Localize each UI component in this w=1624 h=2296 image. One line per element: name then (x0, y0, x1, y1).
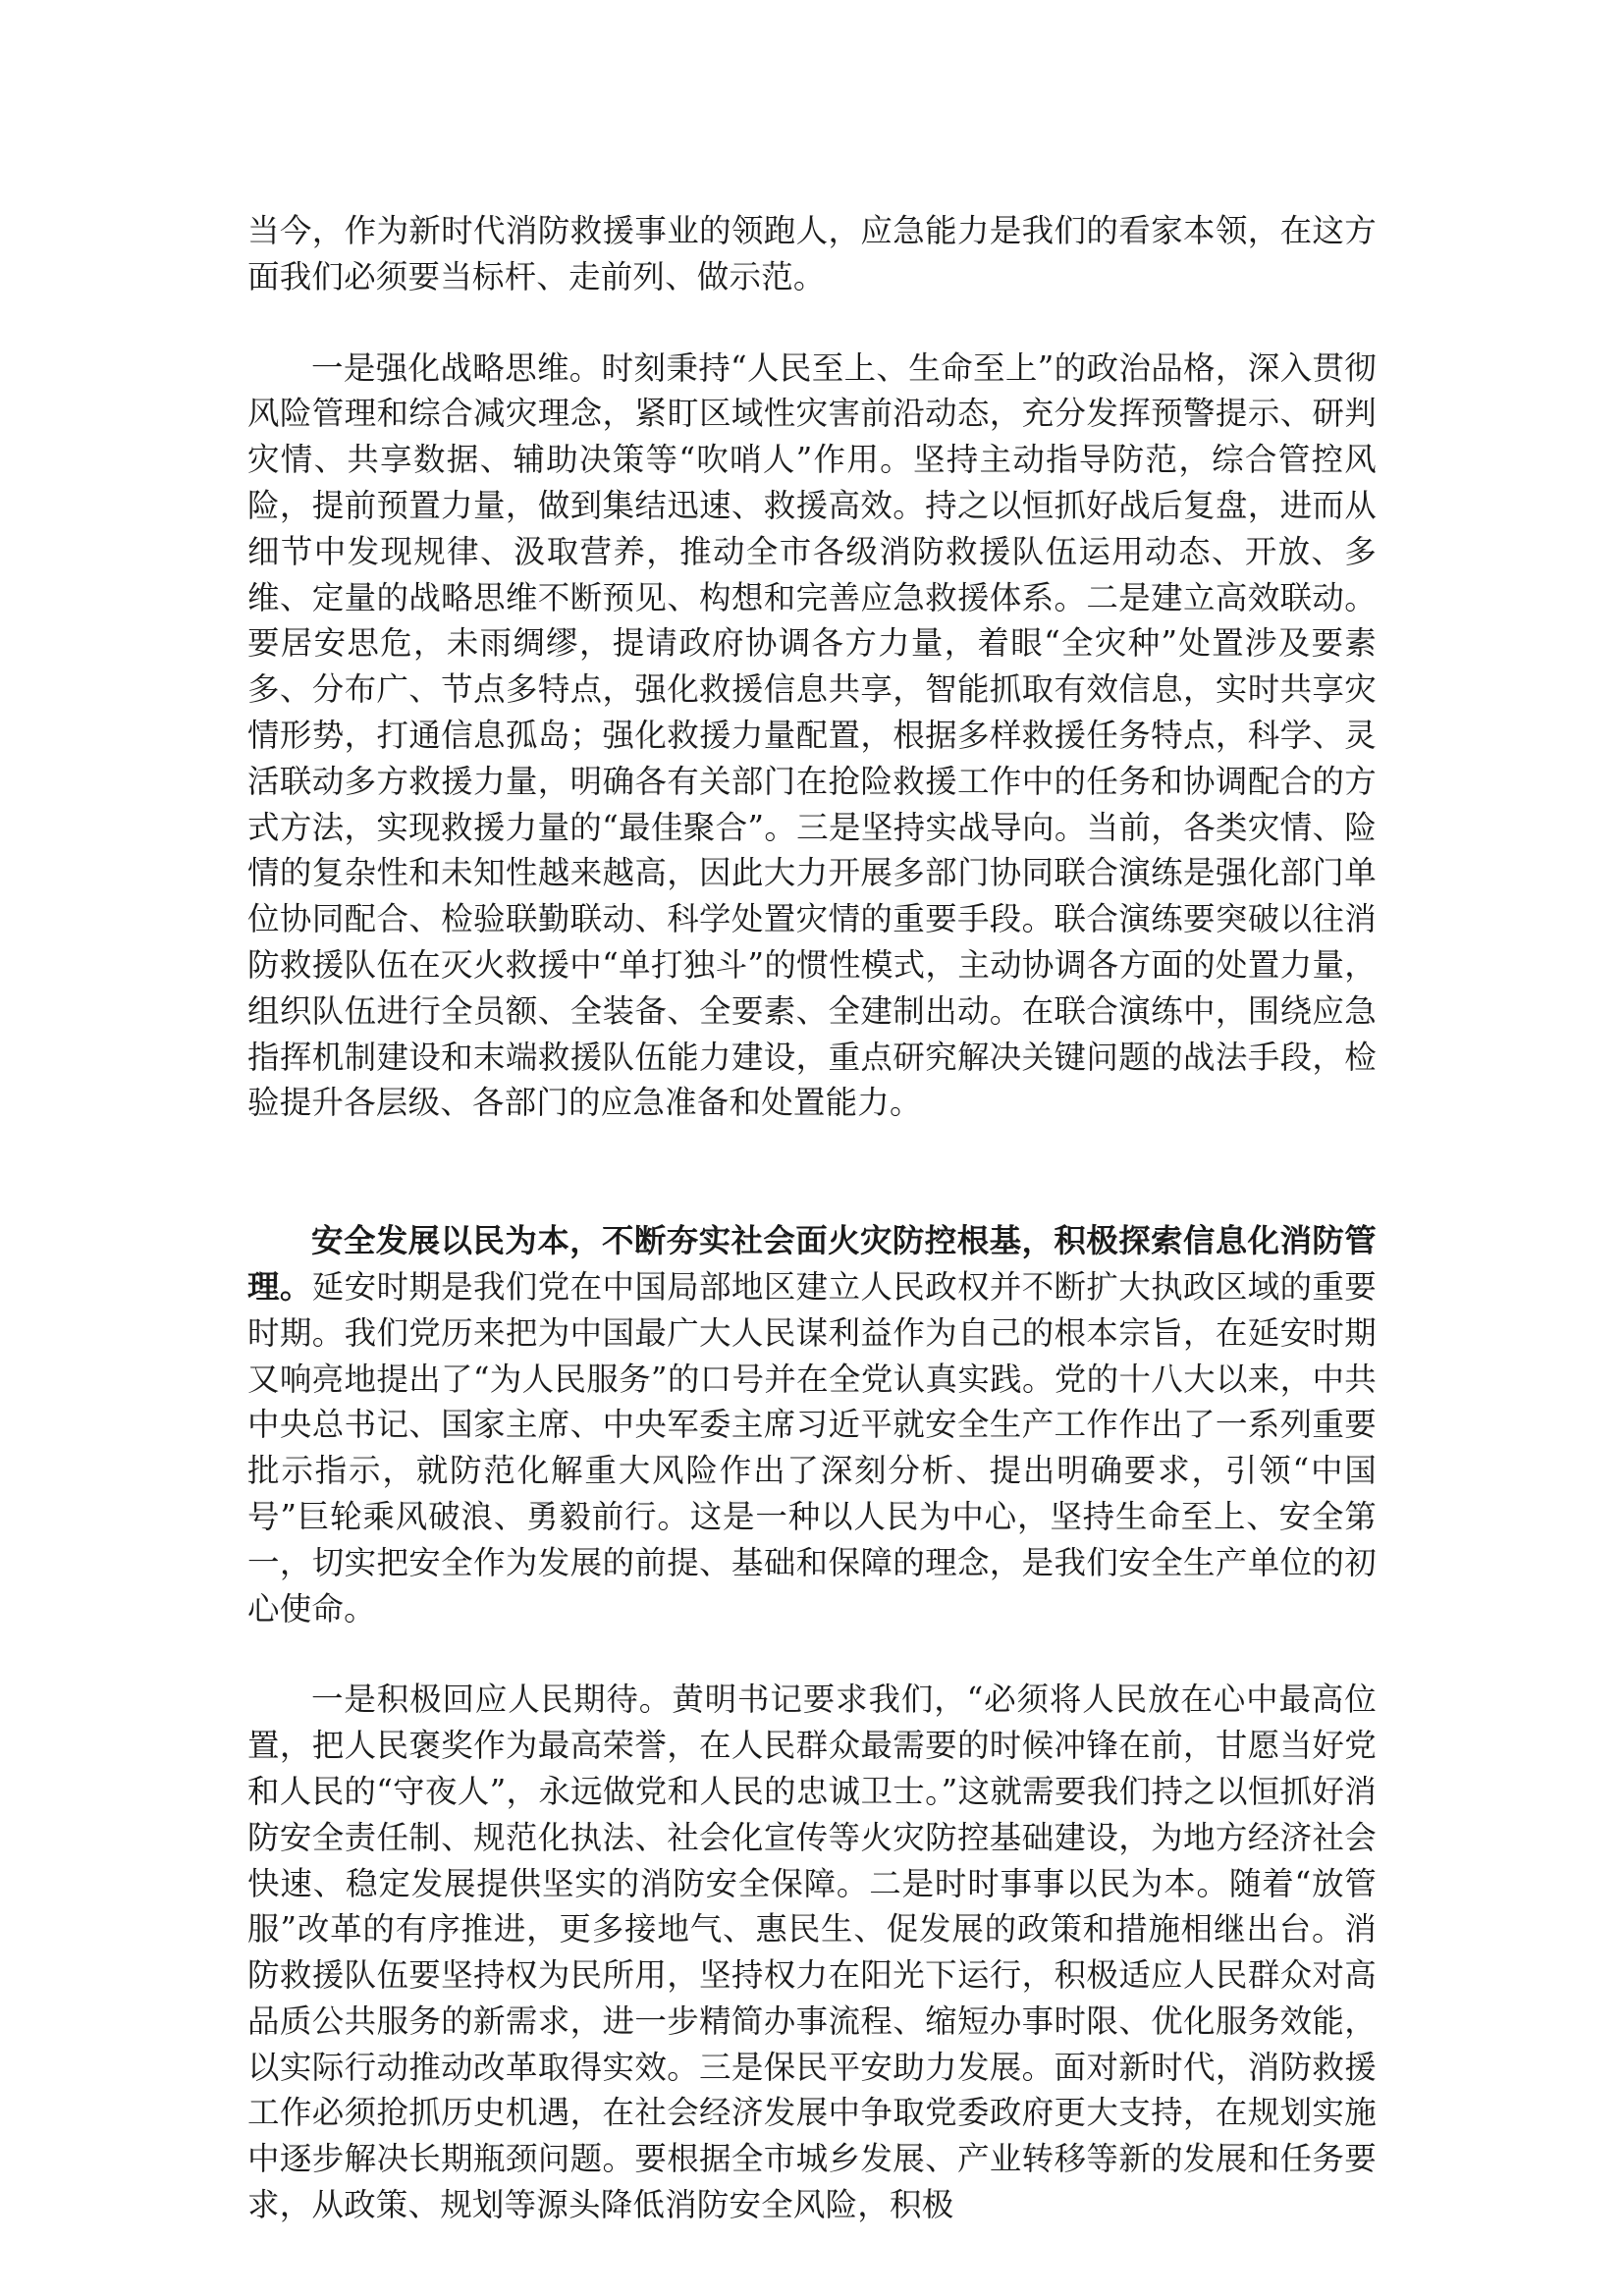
paragraph-safety-development-heading: 安全发展以民为本，不断夯实社会面火灾防控根基，积极探索信息化消防管理。 (247, 1221, 1377, 1306)
paragraph-people-centered-measures (247, 1677, 1377, 2228)
paragraph-safety-development (247, 1218, 1377, 1631)
paragraph-people-centered-measures-text: 一是积极回应人民期待。黄明书记要求我们，“必须将人民放在心中最高位置，把人民褒奖作为最高荣誉，在人民群众最需要的时候冲锋在前，甘愿当好党和人民的“守夜人”，永远做党和人民的忠诚卫士。”这就需要我们持之以恒抓好消防安全责任制、规范化执法、社会化宣传等火灾防控基础建设，为地方经济社会快速、稳定发展提供坚实的消防安全保障。二是时时事事以民为本。随着“放管服”改革的有序推进，更多接地气、惠民生、促发展的政策和措施相继出台。消防救援队伍要坚持权为民所用，坚持权力在阳光下运行，积极适应人民群众对高品质公共服务的新需求，进一步精简办事流程、缩短办事时限、优化服务效能，以实际行动推动改革取得实效。三是保民平安助力发展。面对新时代，消防救援工作必须抢抓历史机遇，在社会经济发展中争取党委政府更大支持，在规划实施中逐步解决长期瓶颈问题。要根据全市城乡发展、产业转移等新的发展和任务要求，从政策、规划等源头降低消防安全风险，积极 (247, 1681, 1377, 2224)
paragraph-emergency-measures-text: 一是强化战略思维。时刻秉持“人民至上、生命至上”的政治品格，深入贯彻风险管理和综合减灾理念，紧盯区域性灾害前沿动态，充分发挥预警提示、研判灾情、共享数据、辅助决策等“吹哨人”作用。坚持主动指导防范，综合管控风险，提前预置力量，做到集结迅速、救援高效。持之以恒抓好战后复盘，进而从细节中发现规律、汲取营养，推动全市各级消防救援队伍运用动态、开放、多维、定量的战略思维不断预见、构想和完善应急救援体系。二是建立高效联动。要居安思危，未雨绸缪，提请政府协调各方力量，着眼“全灾种”处置涉及要素多、分布广、节点多特点，强化救援信息共享，智能抓取有效信息，实时共享灾情形势，打通信息孤岛；强化救援力量配置，根据多样救援任务特点，科学、灵活联动多方救援力量，明确各有关部门在抢险救援工作中的任务和协调配合的方式方法，实现救援力量的“最佳聚合”。三是坚持实战导向。当前，各类灾情、险情的复杂性和未知性越来越高，因此大力开展多部门协同联合演练是强化部门单位协同配合、检验联勤联动、科学处置灾情的重要手段。联合演练要突破以往消防救援队伍在灭火救援中“单打独斗”的惯性模式，主动协调各方面的处置力量，组织队伍进行全员额、全装备、全要素、全建制出动。在联合演练中，围绕应急指挥机制建设和末端救援队伍能力建设，重点研究解决关键问题的战法手段，检验提升各层级、各部门的应急准备和处置能力。 (247, 348, 1377, 1122)
paragraph-safety-development-text: 延安时期是我们党在中国局部地区建立人民政权并不断扩大执政区域的重要时期。我们党历来把为中国最广大人民谋利益作为自己的根本宗旨，在延安时期又响亮地提出了“为人民服务”的口号并在全党认真实践。党的十八大以来，中共中央总书记、国家主席、中央军委主席习近平就安全生产工作作出了一系列重要批示指示，就防范化解重大风险作出了深刻分析、提出明确要求，引领“中国号”巨轮乘风破浪、勇毅前行。这是一种以人民为中心，坚持生命至上、安全第一，切实把安全作为发展的前提、基础和保障的理念，是我们安全生产单位的初心使命。 (247, 1267, 1377, 1628)
paragraph-emergency-measures (247, 346, 1377, 1127)
document-page (247, 208, 1377, 2228)
paragraph-intro (247, 208, 1377, 300)
paragraph-intro-text: 当今，作为新时代消防救援事业的领跑人，应急能力是我们的看家本领，在这方面我们必须要当标杆、走前列、做示范。 (247, 212, 1377, 295)
